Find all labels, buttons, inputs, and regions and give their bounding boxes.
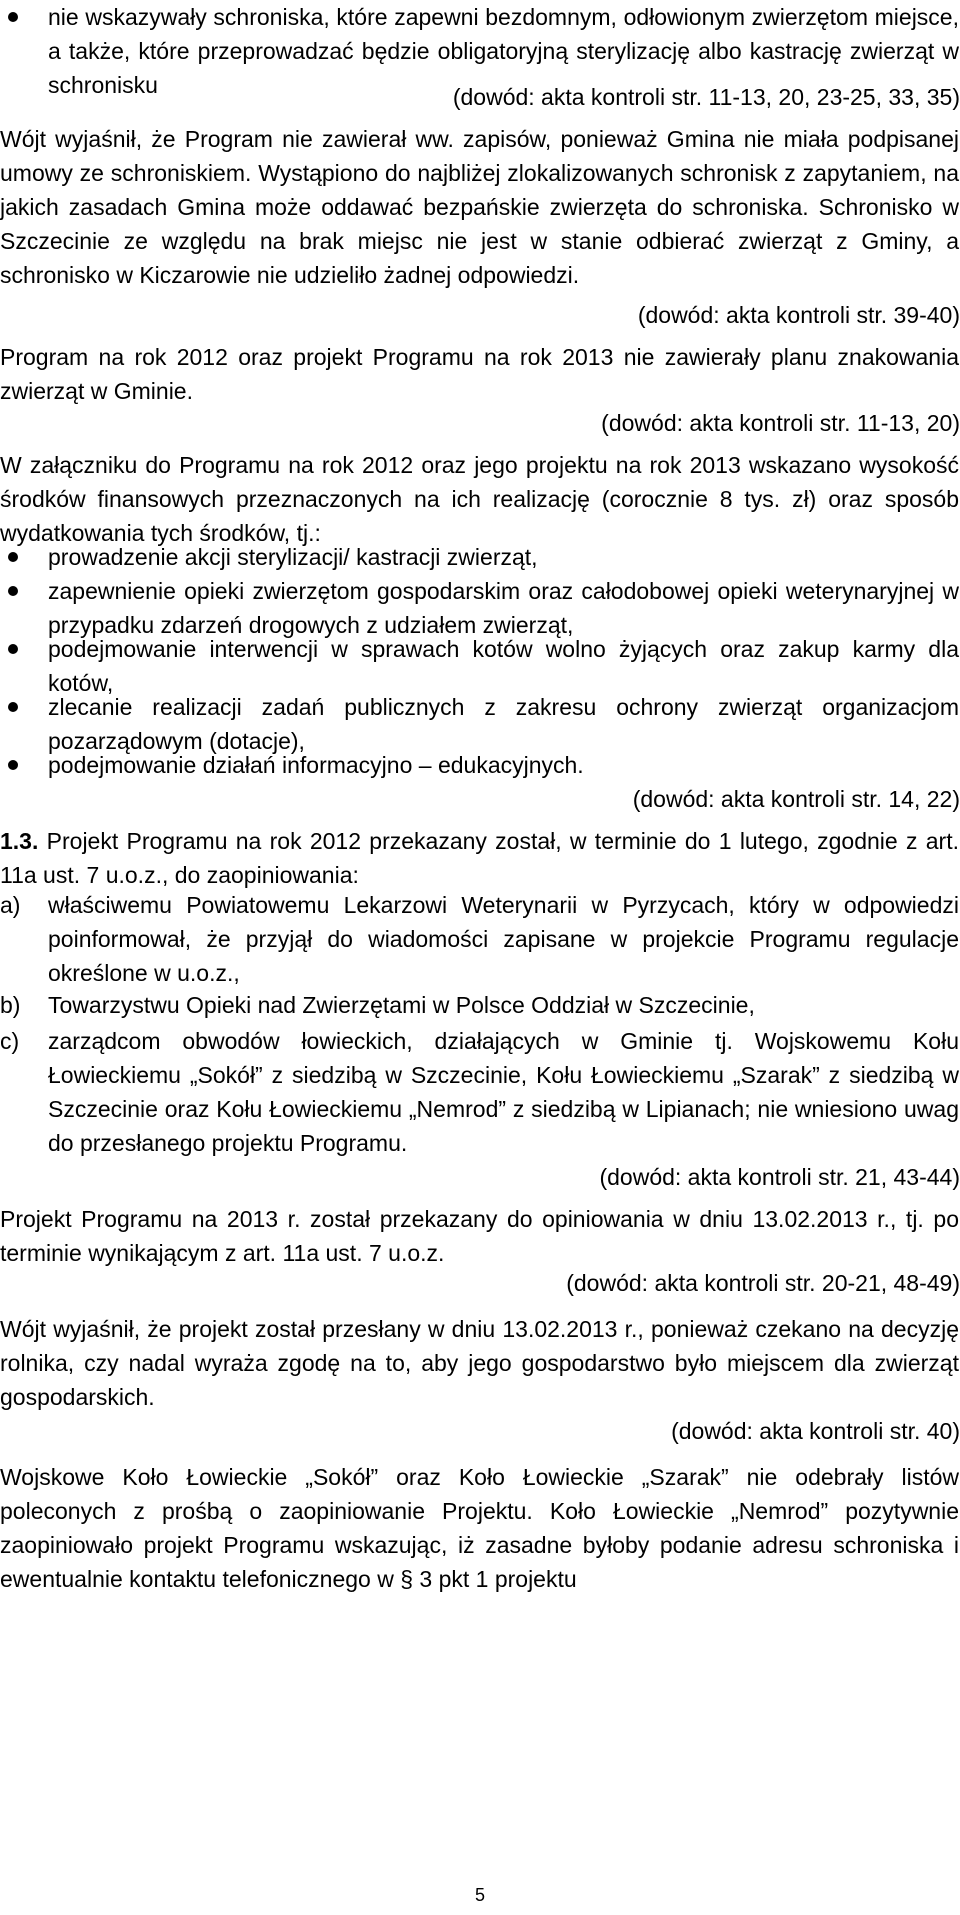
evidence-note: (dowód: akta kontroli str. 39-40) — [637, 302, 960, 328]
list-item-text: zapewnienie opieki zwierzętom gospodarskim oraz całodobowej opieki weterynaryjnej w przypadku zdarzeń drogowych z udziałem zwierząt, — [48, 578, 959, 638]
evidence-note: (dowód: akta kontroli str. 20-21, 48-49) — [566, 1270, 960, 1296]
list-item-text: zarządcom obwodów łowieckich, działających w Gminie tj. Wojskowemu Kołu Łowieckiemu „Sokół” z siedzibą w Szczecinie, Kołu Łowieckiemu „Szarak” z siedzibą w Szczecinie oraz Kołu Łowieckiemu „Nemrod” z siedzibą w Lipianach; nie wniesiono uwag do przesłanego projektu Programu. — [48, 1028, 959, 1156]
section-text: Projekt Programu na rok 2012 przekazany został, w terminie do 1 lutego, zgodnie z art. 11a ust. 7 u.o.z., do zaopiniowania: — [0, 828, 959, 888]
evidence-note: (dowód: akta kontroli str. 14, 22) — [632, 786, 960, 812]
bullet-dot-icon — [8, 702, 18, 712]
evidence-note: (dowód: akta kontroli str. 21, 43-44) — [599, 1164, 960, 1190]
list-marker: b) — [0, 992, 21, 1018]
bullet-dot-icon — [8, 12, 18, 22]
list-item-text: zlecanie realizacji zadań publicznych z zakresu ochrony zwierząt organizacjom pozarządowym (dotacje), — [48, 694, 959, 754]
list-marker: c) — [0, 1028, 20, 1054]
bullet-dot-icon — [8, 586, 18, 596]
list-item-text: podejmowanie działań informacyjno – edukacyjnych. — [48, 752, 584, 778]
paragraph-funds: W załączniku do Programu na rok 2012 oraz jego projektu na rok 2013 wskazano wysokość środków finansowych przeznaczonych na ich realizację (corocznie 8 tys. zł) oraz sposób wydatkowania tych środków, tj.: — [0, 452, 959, 546]
list-item-text: właściwemu Powiatowemu Lekarzowi Weterynarii w Pyrzycach, który w odpowiedzi poinformował, że przyjął do wiadomości zapisane w projekcie Programu regulacje określone w u.o.z., — [48, 892, 959, 986]
list-item-text: Towarzystwu Opieki nad Zwierzętami w Polsce Oddział w Szczecinie, — [48, 992, 755, 1018]
paragraph-section-1-3 — [0, 824, 959, 892]
list-item-text: prowadzenie akcji sterylizacji/ kastracji zwierząt, — [48, 544, 538, 570]
section-number: 1.3. — [0, 828, 39, 854]
page-number: 5 — [474, 1885, 485, 1905]
list-marker: a) — [0, 892, 21, 918]
paragraph-project-2013: Projekt Programu na 2013 r. został przekazany do opiniowania w dniu 13.02.2013 r., tj. po terminie wynikającym z art. 11a ust. 7 u.o.z. — [0, 1206, 959, 1266]
evidence-note: (dowód: akta kontroli str. 40) — [671, 1418, 960, 1444]
bullet-dot-icon — [8, 552, 18, 562]
evidence-note: (dowód: akta kontroli str. 11-13, 20, 23-25, 33, 35) — [452, 84, 960, 110]
bullet-dot-icon — [8, 644, 18, 654]
bullet-dot-icon — [8, 760, 18, 770]
list-item-text: podejmowanie interwencji w sprawach kotów wolno żyjących oraz zakup karmy dla kotów, — [48, 636, 959, 696]
paragraph-marking-plan: Program na rok 2012 oraz projekt Programu na rok 2013 nie zawierały planu znakowania zwierząt w Gminie. — [0, 344, 959, 404]
paragraph-hunting-clubs: Wojskowe Koło Łowieckie „Sokół” oraz Koło Łowieckie „Szarak” nie odebrały listów poleconych z prośbą o zaopiniowanie Projektu. Koło Łowieckie „Nemrod” pozytywnie zaopiniowało projekt Programu wskazując, iż zasadne byłoby podanie adresu schroniska i ewentualnie kontaktu telefonicznego w § 3 pkt 1 projektu — [0, 1464, 959, 1592]
evidence-note: (dowód: akta kontroli str. 11-13, 20) — [601, 410, 960, 436]
paragraph-wojt-explanation: Wójt wyjaśnił, że projekt został przesłany w dniu 13.02.2013 r., ponieważ czekano na decyzję rolnika, czy nadal wyraża zgodę na to, aby jego gospodarstwo było miejscem dla zwierząt gospodarskich. — [0, 1316, 959, 1410]
bullet-text: nie wskazywały schroniska, które zapewni bezdomnym, odłowionym zwierzętom miejsce, a także, które przeprowadzać będzie obligatoryjną sterylizację albo kastrację zwierząt w schronisku — [48, 4, 959, 98]
paragraph-explanation: Wójt wyjaśnił, że Program nie zawierał ww. zapisów, ponieważ Gmina nie miała podpisanej umowy ze schroniskiem. Wystąpiono do najbliżej zlokalizowanych schronisk z zapytaniem, na jakich zasadach Gmina może oddawać bezpańskie zwierzęta do schroniska. Schronisko w Szczecinie ze względu na brak miejsc nie jest w stanie odbierać zwierząt z Gminy, a schronisko w Kiczarowie nie udzieliło żadnej odpowiedzi. — [0, 126, 959, 288]
